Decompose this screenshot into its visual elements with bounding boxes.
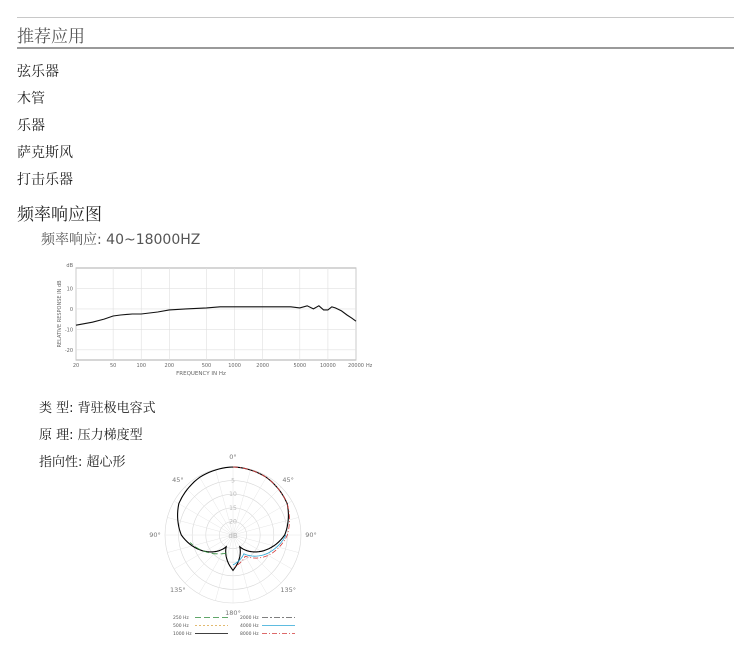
x-tick-label: 10000 <box>319 363 336 369</box>
angle-label: 180° <box>225 609 241 617</box>
x-tick-label: 500 <box>201 363 212 369</box>
polar-spoke <box>215 535 233 601</box>
polar-spoke <box>185 487 233 535</box>
radial-label: 15 <box>229 504 237 512</box>
y-axis-label: RELATIVE RESPONSE IN dB <box>57 280 63 348</box>
frequency-response-chart <box>52 260 372 380</box>
legend-label: 8000 Hz <box>240 632 259 637</box>
polar-spoke <box>199 476 233 535</box>
polar-spoke <box>174 501 233 535</box>
radial-label: 20 <box>229 518 237 526</box>
legend-label: 2000 Hz <box>240 616 259 621</box>
x-tick-label: 50 <box>109 363 117 369</box>
angle-label: 45° <box>172 475 184 484</box>
polar-spoke <box>185 535 233 583</box>
x-tick-label: 100 <box>136 363 147 369</box>
radial-label: 10 <box>229 491 237 499</box>
y-tick-label: 0 <box>69 306 73 313</box>
list-item: 弦乐器 <box>17 64 59 80</box>
radial-label: 5 <box>231 477 235 485</box>
angle-label: 90° <box>149 531 161 539</box>
frequency-response-title: 频率响应图 <box>17 205 102 225</box>
angle-label: 0° <box>229 453 237 461</box>
angle-label: 90° <box>305 531 317 539</box>
frequency-response-text: 频率响应: 40~18000HZ <box>41 232 201 248</box>
radial-unit-label: dB <box>228 532 238 540</box>
y-tick-label: -10 <box>64 327 73 334</box>
x-tick-label: 200 <box>164 363 175 369</box>
angle-label: 135° <box>280 586 296 595</box>
polar-spoke <box>233 535 251 601</box>
polar-spoke <box>199 535 233 594</box>
legend-label: 1000 Hz <box>173 632 192 637</box>
x-tick-label: 1000 <box>228 363 241 369</box>
title-underline <box>17 47 734 49</box>
polar-spoke <box>174 535 233 569</box>
angle-label: 135° <box>170 586 186 595</box>
application-list <box>17 62 73 197</box>
polar-spoke <box>233 476 267 535</box>
spec-pattern: 指向性: 超心形 <box>39 455 126 470</box>
polar-pattern-chart <box>148 452 323 644</box>
x-tick-label: 20 <box>72 363 80 369</box>
y-unit-label: dB <box>66 263 73 269</box>
x-axis-label: FREQUENCY IN Hz <box>176 371 226 377</box>
spec-type: 类 型: 背驻极电容式 <box>39 401 156 416</box>
polar-series-curve <box>233 467 290 568</box>
x-tick-label: 20000 <box>348 363 364 369</box>
x-tick-label: 2000 <box>256 363 270 369</box>
spec-principle: 原 理: 压力梯度型 <box>39 428 143 443</box>
top-divider <box>17 17 734 18</box>
list-item: 乐器 <box>17 118 45 134</box>
polar-spoke <box>233 487 281 535</box>
x-tick-label: 5000 <box>293 363 307 369</box>
legend-label: 4000 Hz <box>240 624 259 629</box>
legend-label: 250 Hz <box>173 616 189 621</box>
list-item: 萨克斯风 <box>17 145 73 161</box>
y-tick-label: 10 <box>66 286 73 293</box>
angle-label: 45° <box>282 475 294 484</box>
legend-label: 500 Hz <box>173 624 189 629</box>
list-item: 打击乐器 <box>17 172 73 188</box>
list-item: 木管 <box>17 91 45 107</box>
section-title: 推荐应用 <box>17 27 85 47</box>
polar-spoke <box>233 501 292 535</box>
x-unit-label: Hz <box>366 363 372 369</box>
plot-area <box>76 268 356 360</box>
polar-spoke <box>167 517 233 535</box>
y-tick-label: -20 <box>64 347 73 354</box>
